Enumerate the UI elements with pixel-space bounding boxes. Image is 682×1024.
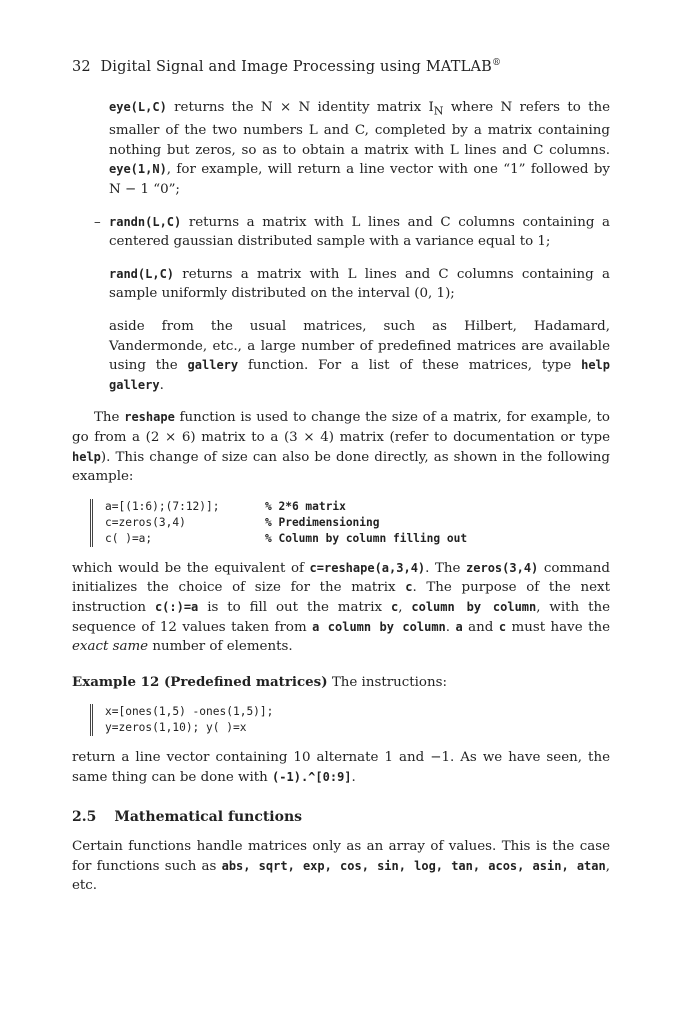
code-block-predefined [90, 704, 610, 736]
list-dash: – [94, 214, 101, 230]
code-eye: eye(L,C) [109, 100, 167, 114]
code-line: x=[ones(1,5) -ones(1,5)]; [105, 705, 274, 719]
return-paragraph: return a line vector containing 10 alternate 1 and −1. As we have seen, the same thing can be done with (-1).^[0:9]. [72, 750, 610, 785]
aside-item: aside from the usual matrices, such as Hilbert, Hadamard, Vandermonde, etc., a large number of predefined matrices are available using the gallery function. For a list of these matrices, type help gallery. [109, 319, 610, 393]
code-eye-1n: eye(1,N) [109, 162, 167, 177]
code-help: help [72, 449, 101, 464]
reshape-paragraph: The reshape function is used to change the size of a matrix, for example, to go from a (2 × 6) matrix to a (3 × 4) matrix (refer to documentation or type help). This change of size can also be done directly, as shown in the following example: [72, 410, 610, 485]
page-body [72, 98, 610, 896]
running-header [72, 58, 501, 75]
which-paragraph: which would be the equivalent of c=reshape(a,3,4). The zeros(3,4) command initializes the choice of size for the matrix c. The purpose of the next instruction c(:)=a is to fill out the matrix c, column by column, with the sequence of 12 values taken from a column by column. a and c must have the exact same number of elements. [72, 560, 611, 655]
example-title: Example 12 (Predefined matrices) [72, 673, 328, 690]
code-help-gallery: help gallery [109, 358, 610, 392]
section-title: Mathematical functions [114, 808, 303, 825]
code-randn: randn(L,C) [109, 214, 182, 229]
code-line: c( )=a; % Column by column filling out [105, 531, 468, 545]
code-block-reshape [90, 499, 610, 547]
functions-paragraph: Certain functions handle matrices only as an array of values. This is the case for functions such as abs, sqrt, exp, cos, sin, log, tan, acos, asin, atan, etc. [72, 839, 610, 894]
rand-item: rand(L,C) returns a matrix with L lines and C columns containing a sample uniformly distributed on the interval (0, 1); [109, 266, 610, 302]
randn-item: – randn(L,C) returns a matrix with L lines and C columns containing a centered gaussian distributed sample with a variance equal to 1; [94, 214, 610, 250]
code-line: y=zeros(1,10); y( )=x [105, 721, 247, 735]
section-heading [72, 808, 610, 828]
code-rand: rand(L,C) [109, 266, 175, 281]
registered-mark: ® [492, 58, 502, 68]
code-functions: abs, sqrt, exp, cos, sin, log, tan, acos, asin, atan [221, 858, 606, 873]
code-gallery: gallery [187, 358, 239, 373]
eye-paragraph: eye(L,C) returns the N × N identity matrix $I_N$ where N refers to the smaller of the two numbers L and C, completed by a matrix containing nothing but zeros, so as to obtain a matrix with L lines and C columns. eye(1,N), for example, will return a line vector with one “1” followed by N − 1 “0”; [109, 100, 611, 198]
book-title: Digital Signal and Image Processing using MATLAB [100, 58, 493, 75]
page-number: 32 [72, 58, 91, 75]
code-reshape: reshape [124, 410, 175, 425]
code-line: a=[(1:6);(7:12)]; % 2*6 matrix [105, 499, 346, 513]
example-heading: Example 12 (Predefined matrices) The instructions: [72, 673, 447, 690]
section-number: 2.5 [72, 808, 97, 825]
code-line: c=zeros(3,4) % Predimensioning [105, 515, 380, 529]
